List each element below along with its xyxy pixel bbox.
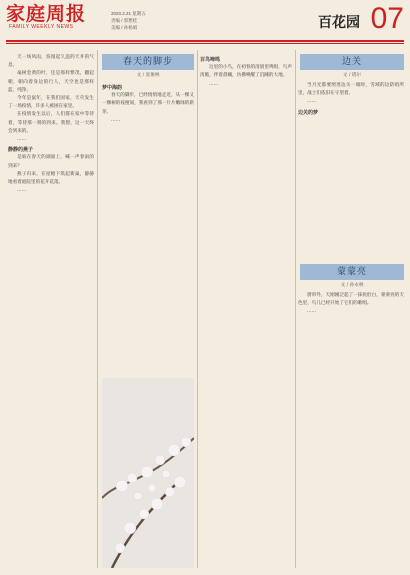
article1-paragraph: …… <box>17 188 27 194</box>
issue-date: 2020.2.21 星期五 <box>111 11 146 16</box>
article1-paragraph: …… <box>17 137 27 143</box>
column-divider <box>295 50 296 568</box>
column-3 <box>200 54 292 89</box>
column-2 <box>102 82 194 125</box>
masthead <box>6 4 404 40</box>
cherry-blossom-photo <box>102 378 194 568</box>
subheading: 梦中海韵 <box>102 85 123 91</box>
article1-paragraph: 是谁在春天的湖面上，喊一声春雨的到来？ <box>8 155 94 169</box>
article2-byline: 文 / 塔尔 <box>342 73 362 78</box>
section-name: 百花园 <box>318 15 360 31</box>
subheading: 边关的梦 <box>298 109 319 116</box>
article3-title: 蒙蒙亮 <box>336 267 367 277</box>
article1-paragraph: 春天的脚步，已经悄悄地走近，从一棵又一棵树的枝桠间，我看到了那一片片嫩绿的新芽。 <box>102 93 194 115</box>
article3-paragraph: 窗帘外，天刚刚泛起了一抹鱼肚白，蒙蒙亮的天色里，鸟儿已经开始了它们的歌唱。 <box>298 293 404 307</box>
article2-title: 边关 <box>341 57 362 67</box>
column-4-upper <box>298 82 404 117</box>
article2-banner <box>300 54 404 70</box>
newspaper-logo: 家庭周报 <box>6 3 87 25</box>
article2-paragraph: …… <box>307 99 317 105</box>
page-number: 07 <box>370 2 404 35</box>
top-rule-thin <box>6 43 404 44</box>
column-4-lower <box>298 292 404 317</box>
article2-paragraph: 当月光都要照进边关一端时，雪域的边防哨所里，战士们依旧在守望着。 <box>298 83 404 97</box>
article1-paragraph: 天一场风雨，弥漫起久违的天井的气息。 <box>8 55 94 69</box>
top-rule <box>6 40 404 42</box>
newspaper-logo-english: FAMILY WEEKLY NEWS <box>9 24 74 30</box>
issue-info <box>111 10 146 31</box>
article-paragraph: 这里的小鸟，在初春的清晨里鸣唱，鸟声清脆，伴着晨曦，仿佛唤醒了沉睡的大地。 <box>200 65 292 79</box>
issue-designer: 美编 / 孙杨娟 <box>111 25 138 30</box>
column-1 <box>8 54 94 195</box>
article1-byline: 文 / 庞俊林 <box>136 73 160 78</box>
article1-paragraph: 毫树金黄的叶，还是那样繁茂，翻起朝，朝向着身边的行人，天空也是那样蓝，纯净。 <box>8 71 94 93</box>
article1-banner <box>102 54 194 70</box>
article1-paragraph: 在疫情发生以后，人们都在家中等待着，等待那一刻的到来。我想，这一天终会到来的。 <box>8 112 94 134</box>
article1-paragraph: …… <box>111 117 121 123</box>
article1-paragraph: 燕子归来，在屋檐下筑起新巢，静静地看着庭院里的花开花落。 <box>8 171 94 186</box>
article-paragraph: …… <box>209 81 219 87</box>
column-divider <box>197 50 198 568</box>
article1-title: 春天的脚步 <box>122 57 173 67</box>
issue-editor: 责编 / 郭繁桂 <box>111 18 138 23</box>
article3-byline: 文 / 孙永林 <box>340 283 364 288</box>
column-divider <box>97 50 98 568</box>
subheading: 静静的燕子 <box>8 147 34 154</box>
article3-banner <box>300 264 404 280</box>
article3-paragraph: …… <box>307 309 317 315</box>
subheading: 百鸟啼鸣 <box>200 57 221 63</box>
article1-paragraph: 今年是鼠年，在我们国家，天灾发生了一场疫情，许多人被困在家里。 <box>8 96 94 110</box>
